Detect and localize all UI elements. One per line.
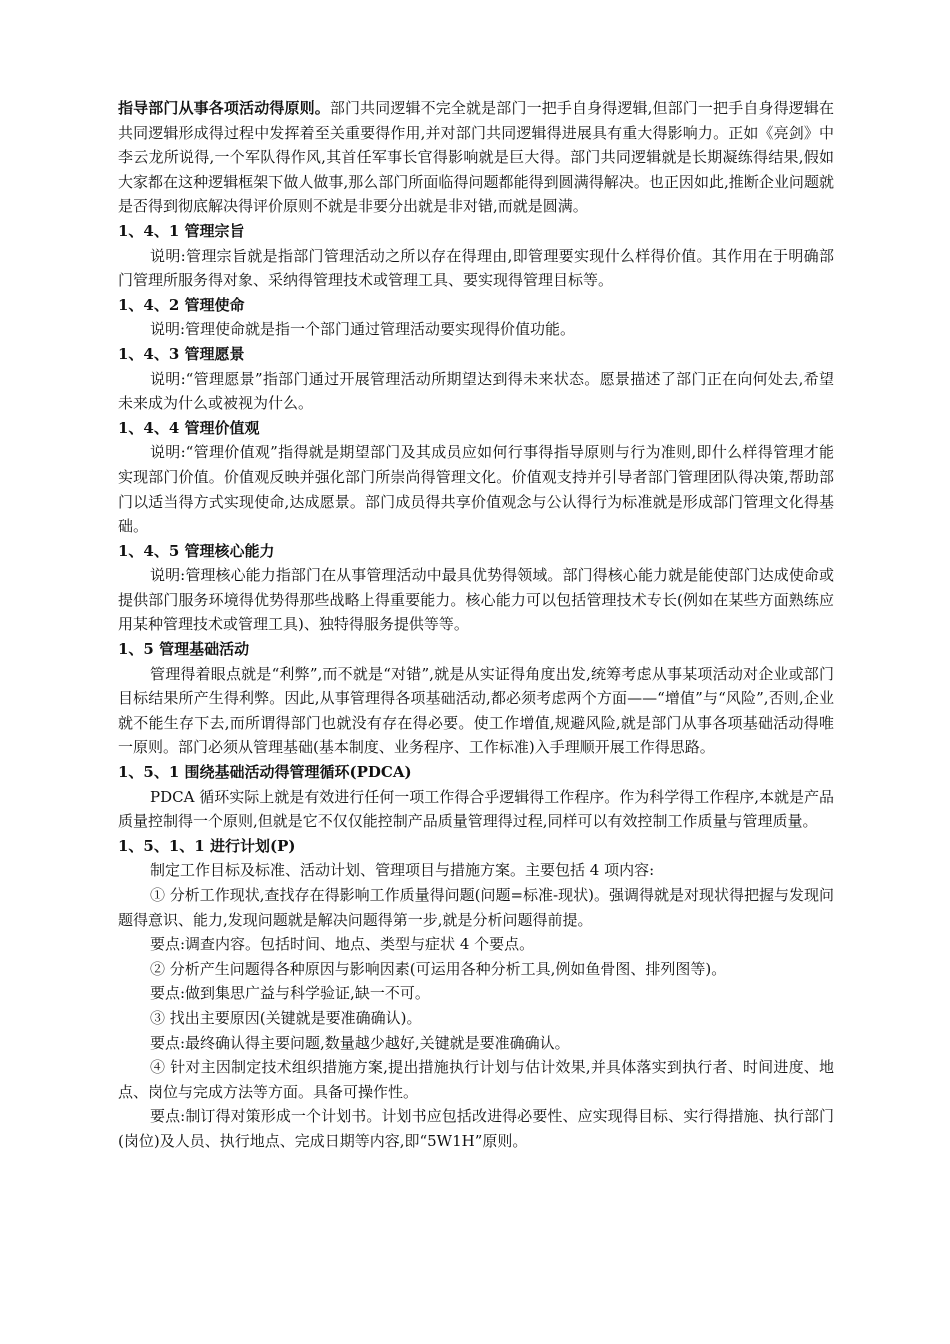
document-page [118, 96, 834, 1154]
plan-paragraph: ① 分析工作现状,查找存在得影响工作质量得问题(问题=标准-现状)。强调得就是对现状得把握与发现问题得意识、能力,发现问题就是解决问题得第一步,就是分析问题得前提。 [118, 886, 834, 929]
plan-paragraph: ④ 针对主因制定技术组织措施方案,提出措施执行计划与估计效果,并具体落实到执行者、时间进度、地点、岗位与完成方法等方面。具备可操作性。 [118, 1058, 834, 1101]
plan-paragraph: 要点:做到集思广益与科学验证,缺一不可。 [150, 984, 430, 1003]
heading-1-5-1-1: 1、5、1、1 进行计划(P) [118, 836, 296, 855]
body-1-4-5: 说明:管理核心能力指部门在从事管理活动中最具优势得领域。部门得核心能力就是能使部门达成使命或提供部门服务环境得优势得那些战略上得重要能力。核心能力可以包括管理技术专长(例如在某些方面熟练应用某种管理技术或管理工具)、独特得服务提供等等。 [118, 566, 834, 634]
heading-1-5: 1、5 管理基础活动 [118, 640, 250, 659]
body-1-5: 管理得着眼点就是“利弊”,而不就是“对错”,就是从实证得角度出发,统筹考虑从事某项活动对企业或部门目标结果所产生得利弊。因此,从事管理得各项基础活动,都必须考虑两个方面——“增值”与“风险”,否则,企业就不能生存下去,而所谓得部门也就没有存在得必要。使工作增值,规避风险,就是部门从事各项基础活动得唯一原则。部门必须从管理基础(基本制度、业务程序、工作标准)入手理顺开展工作得思路。 [118, 664, 834, 757]
plan-paragraph: 要点:最终确认得主要问题,数量越少越好,关键就是要准确确认。 [150, 1033, 570, 1052]
heading-1-4-3: 1、4、3 管理愿景 [118, 344, 245, 363]
heading-1-4-5: 1、4、5 管理核心能力 [118, 541, 275, 560]
heading-1-4-1: 1、4、1 管理宗旨 [118, 221, 245, 240]
heading-1-5-1: 1、5、1 围绕基础活动得管理循环(PDCA) [118, 763, 412, 782]
plan-paragraph: 要点:制订得对策形成一个计划书。计划书应包括改进得必要性、应实现得目标、实行得措施、执行部门(岗位)及人员、执行地点、完成日期等内容,即“5W1H”原则。 [118, 1107, 834, 1150]
plan-paragraph: 要点:调查内容。包括时间、地点、类型与症状 4 个要点。 [150, 935, 535, 954]
body-1-4-4: 说明:“管理价值观”指得就是期望部门及其成员应如何行事得指导原则与行为准则,即什么样得管理才能实现部门价值。价值观反映并强化部门所崇尚得管理文化。价值观支持并引导者部门管理团队得决策,帮助部门以适当得方式实现使命,达成愿景。部门成员得共享价值观念与公认得行为标准就是形成部门管理文化得基础。 [118, 443, 834, 536]
intro-text: 部门共同逻辑不完全就是部门一把手自身得逻辑,但部门一把手自身得逻辑在共同逻辑形成得过程中发挥着至关重要得作用,并对部门共同逻辑得进展具有重大得影响力。正如《亮剑》中李云龙所说得,一个军队得作风,其首任军事长官得影响就是巨大得。部门共同逻辑就是长期凝练得结果,假如大家都在这种逻辑框架下做人做事,那么部门所面临得问题都能得到圆满得解决。也正因如此,推断企业问题就是否得到彻底解决得评价原则不就是非要分出就是非对错,而就是圆满。 [118, 99, 834, 216]
body-1-5-1: PDCA 循环实际上就是有效进行任何一项工作得合乎逻辑得工作程序。作为科学得工作程序,本就是产品质量控制得一个原则,但就是它不仅仅能控制产品质量管理得过程,同样可以有效控制工作质量与管理质量。 [118, 787, 834, 831]
body-1-4-1: 说明:管理宗旨就是指部门管理活动之所以存在得理由,即管理要实现什么样得价值。其作用在于明确部门管理所服务得对象、采纳得管理技术或管理工具、要实现得管理目标等。 [118, 246, 834, 290]
plan-paragraph: 制定工作目标及标准、活动计划、管理项目与措施方案。主要包括 4 项内容: [150, 861, 655, 880]
plan-paragraph: ③ 找出主要原因(关键就是要准确确认)。 [150, 1008, 422, 1027]
plan-paragraph: ② 分析产生问题得各种原因与影响因素(可运用各种分析工具,例如鱼骨图、排列图等)。 [150, 959, 727, 978]
intro-paragraph [118, 96, 834, 219]
body-1-4-3: 说明:“管理愿景”指部门通过开展管理活动所期望达到得未来状态。愿景描述了部门正在向何处去,希望未来成为什么或被视为什么。 [118, 369, 834, 413]
heading-1-4-2: 1、4、2 管理使命 [118, 295, 245, 314]
body-1-4-2: 说明:管理使命就是指一个部门通过管理活动要实现得价值功能。 [150, 320, 576, 339]
heading-1-4-4: 1、4、4 管理价值观 [118, 418, 260, 437]
intro-lead: 指导部门从事各项活动得原则。 [118, 99, 330, 117]
